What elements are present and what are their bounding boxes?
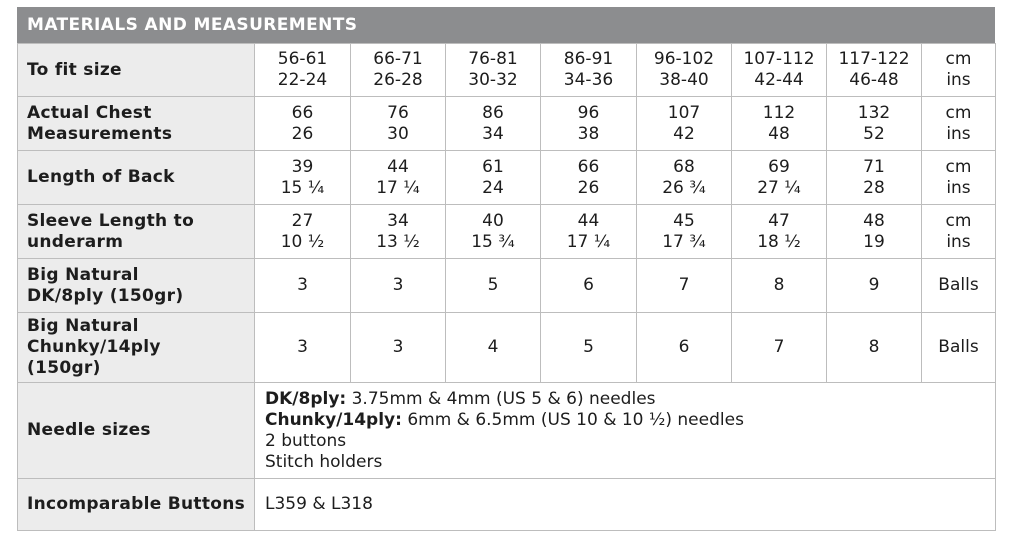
value-cell xyxy=(732,205,827,259)
cell-line: 132 xyxy=(857,102,891,123)
cell-line: 86 xyxy=(482,102,504,123)
cell-line: Balls xyxy=(938,275,979,295)
value-cell xyxy=(351,97,446,151)
cell-line: 66 xyxy=(577,156,600,177)
row-label xyxy=(18,151,255,205)
cell-line: To fit size xyxy=(27,59,122,80)
cell-line: 40 xyxy=(482,210,504,231)
unit-cell xyxy=(922,97,996,151)
needle-details xyxy=(255,383,996,479)
cell-line: 46-48 xyxy=(849,70,899,90)
cell-line: 66 xyxy=(291,102,314,123)
cell-line: 3 xyxy=(392,275,404,295)
cell-line: 42-44 xyxy=(754,70,804,90)
value-cell xyxy=(255,259,351,313)
cell-line: 10 ½ xyxy=(280,231,325,252)
row-label: Incomparable Buttons xyxy=(18,479,255,531)
value-cell xyxy=(732,313,827,383)
cell-line: ins xyxy=(946,231,971,252)
cell-line: 28 xyxy=(863,177,885,198)
dk-label: DK/8ply: xyxy=(265,388,347,409)
cell-line: 86-91 xyxy=(563,49,614,69)
cell-line: 27 ¼ xyxy=(757,177,801,198)
value-cell xyxy=(255,313,351,383)
cell-line: 7 xyxy=(678,275,690,295)
buttons-line: 2 buttons xyxy=(265,430,347,451)
cell-line: 38-40 xyxy=(659,70,709,90)
cell-line: 15 ¼ xyxy=(280,177,325,198)
cell-line: 17 ¾ xyxy=(662,231,706,252)
cell-line: 27 xyxy=(291,210,314,231)
cell-line: 19 xyxy=(863,231,885,252)
cell-line: 68 xyxy=(673,156,695,177)
value-cell xyxy=(351,44,446,97)
row-label xyxy=(18,259,255,313)
cell-line: cm xyxy=(945,102,972,123)
cell-line: 48 xyxy=(768,123,790,144)
row-label: Needle sizes xyxy=(18,383,255,479)
cell-line: 107-112 xyxy=(743,49,815,69)
cell-line: 34 xyxy=(482,123,504,144)
cell-line: 107 xyxy=(667,102,701,123)
cell-line: 96 xyxy=(577,102,600,123)
cell-line: 39 xyxy=(291,156,314,177)
cell-line: 42 xyxy=(673,123,695,144)
value-cell xyxy=(541,151,637,205)
value-cell xyxy=(255,97,351,151)
cell-line: 34-36 xyxy=(563,70,614,90)
cell-line: 48 xyxy=(863,210,885,231)
cell-line: Chunky/14ply xyxy=(27,337,161,357)
value-cell xyxy=(732,44,827,97)
row-length-of-back xyxy=(18,151,996,205)
value-cell xyxy=(541,313,637,383)
stitch-holders-line: Stitch holders xyxy=(265,451,383,472)
cell-line: 112 xyxy=(762,102,796,123)
value-cell xyxy=(827,205,922,259)
unit-cell xyxy=(922,313,996,383)
cell-line: 5 xyxy=(487,275,499,295)
cell-line: cm xyxy=(945,210,972,231)
value-cell xyxy=(351,151,446,205)
value-cell xyxy=(351,205,446,259)
value-cell xyxy=(255,151,351,205)
cell-line: 26-28 xyxy=(373,70,423,90)
value-cell xyxy=(827,151,922,205)
cell-line: 17 ¼ xyxy=(376,177,420,198)
cell-line: 76 xyxy=(387,102,409,123)
value-cell xyxy=(637,44,732,97)
cell-line: 71 xyxy=(863,156,885,177)
cell-line: 26 ¾ xyxy=(662,177,706,198)
value-cell xyxy=(541,259,637,313)
cell-line: 66-71 xyxy=(373,49,423,69)
value-cell xyxy=(732,259,827,313)
cell-line: 15 ¾ xyxy=(471,231,515,252)
cell-line: 30-32 xyxy=(468,70,518,90)
value-cell xyxy=(732,151,827,205)
cell-line: 30 xyxy=(387,123,409,144)
chunky-label: Chunky/14ply: xyxy=(265,409,402,430)
materials-table-container xyxy=(17,7,995,531)
cell-line: cm xyxy=(945,156,972,177)
cell-line: 76-81 xyxy=(468,49,518,69)
section-title: MATERIALS AND MEASUREMENTS xyxy=(17,7,995,43)
row-actual-chest xyxy=(18,97,996,151)
row-fit-size xyxy=(18,44,996,97)
cell-line: ins xyxy=(946,177,971,198)
row-label xyxy=(18,97,255,151)
cell-line: 3 xyxy=(297,337,308,357)
cell-line: 22-24 xyxy=(277,70,328,90)
cell-line: 44 xyxy=(577,210,600,231)
value-cell xyxy=(351,259,446,313)
cell-line: 3 xyxy=(297,275,308,295)
cell-line: 17 ¼ xyxy=(566,231,611,252)
unit-cell xyxy=(922,44,996,97)
row-sleeve-length xyxy=(18,205,996,259)
unit-cell xyxy=(922,259,996,313)
cell-line: 52 xyxy=(863,123,885,144)
cell-line: 4 xyxy=(487,337,499,357)
cell-line: 18 ½ xyxy=(757,231,801,252)
row-big-natural-chunky xyxy=(18,313,996,383)
value-cell xyxy=(637,205,732,259)
cell-line: 45 xyxy=(673,210,695,231)
value-cell xyxy=(827,313,922,383)
cell-line: ins xyxy=(946,123,971,144)
row-label xyxy=(18,313,255,383)
cell-line: Measurements xyxy=(27,123,173,144)
cell-line: DK/8ply (150gr) xyxy=(27,285,184,306)
value-cell xyxy=(446,97,541,151)
cell-line: 8 xyxy=(868,337,880,357)
value-cell xyxy=(446,44,541,97)
value-cell xyxy=(541,205,637,259)
value-cell xyxy=(827,97,922,151)
measurements-table xyxy=(17,43,996,531)
cell-line: 7 xyxy=(773,337,785,357)
dk-text: 3.75mm & 4mm (US 5 & 6) needles xyxy=(346,388,656,409)
cell-line: 26 xyxy=(291,123,314,144)
cell-line: cm xyxy=(945,49,972,69)
cell-line: underarm xyxy=(27,231,124,252)
cell-line: Sleeve Length to xyxy=(27,210,195,231)
row-label xyxy=(18,44,255,97)
value-cell xyxy=(446,205,541,259)
cell-line: 61 xyxy=(482,156,504,177)
value-cell xyxy=(637,97,732,151)
chunky-needles-line xyxy=(265,410,995,431)
value-cell xyxy=(637,259,732,313)
cell-line: Actual Chest xyxy=(27,102,152,123)
value-cell xyxy=(351,313,446,383)
row-label xyxy=(18,205,255,259)
value-cell xyxy=(255,44,351,97)
cell-line: 69 xyxy=(768,156,790,177)
value-cell xyxy=(827,44,922,97)
row-big-natural-dk xyxy=(18,259,996,313)
cell-line: 24 xyxy=(482,177,504,198)
cell-line: 34 xyxy=(387,210,409,231)
chunky-text: 6mm & 6.5mm (US 10 & 10 ½) needles xyxy=(401,409,744,430)
cell-line: 26 xyxy=(577,177,600,198)
cell-line: 47 xyxy=(768,210,790,231)
value-cell xyxy=(446,151,541,205)
dk-needles-line xyxy=(265,389,995,410)
cell-line: (150gr) xyxy=(27,358,101,378)
cell-line: 6 xyxy=(583,275,594,295)
cell-line: 44 xyxy=(387,156,409,177)
cell-line: 96-102 xyxy=(653,49,715,69)
row-needle-sizes xyxy=(18,383,996,479)
cell-line: Big Natural xyxy=(27,264,139,285)
cell-line: 5 xyxy=(583,337,594,357)
cell-line: 6 xyxy=(678,337,690,357)
value-cell xyxy=(827,259,922,313)
cell-line: ins xyxy=(946,70,971,90)
cell-line: 117-122 xyxy=(838,49,910,69)
cell-line: 13 ½ xyxy=(376,231,420,252)
value-cell xyxy=(541,97,637,151)
value-cell xyxy=(637,151,732,205)
cell-line: 56-61 xyxy=(277,49,328,69)
value-cell xyxy=(446,313,541,383)
unit-cell xyxy=(922,151,996,205)
value-cell xyxy=(541,44,637,97)
cell-line: 8 xyxy=(773,275,785,295)
value-cell xyxy=(255,205,351,259)
row-incomparable-buttons xyxy=(18,479,996,531)
value-cell xyxy=(446,259,541,313)
cell-line: 9 xyxy=(868,275,880,295)
cell-line: 38 xyxy=(577,123,600,144)
cell-line: Balls xyxy=(938,337,979,357)
button-codes: L359 & L318 xyxy=(255,479,996,531)
cell-line: Length of Back xyxy=(27,167,175,187)
unit-cell xyxy=(922,205,996,259)
value-cell xyxy=(637,313,732,383)
cell-line: 3 xyxy=(392,337,404,357)
value-cell xyxy=(732,97,827,151)
cell-line: Big Natural xyxy=(27,316,139,336)
